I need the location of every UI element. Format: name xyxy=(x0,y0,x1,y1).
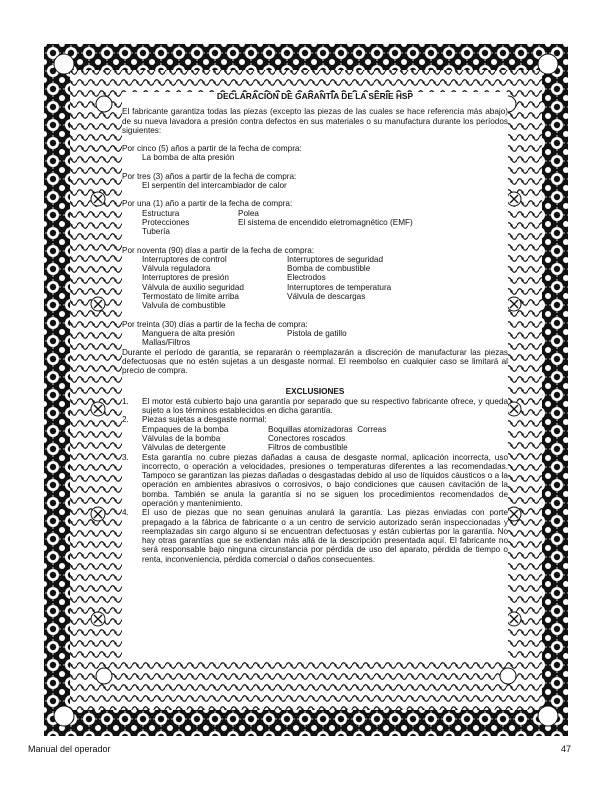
list-item: Válvula reguladora xyxy=(142,264,211,274)
list-item: Boquillas atomizadoras Correas xyxy=(268,424,387,434)
five-year-heading: Por cinco (5) años a partir de la fecha de compra: xyxy=(122,144,302,154)
list-item: Conectores roscados xyxy=(268,433,346,443)
list-item: Válvula de auxilio seguridad xyxy=(142,282,244,292)
list-item: El sistema de encendido eletromagnético (EMF) xyxy=(238,217,413,227)
list-item: Estructura xyxy=(142,208,180,218)
exclusion-item-2: 2. Piezas sujetas a desgaste normal: Empaques de la bomba Boquillas atomizadoras Correas Válvulas de la bomba Conectores roscados Válvulas de detergente Filtros de combustible xyxy=(122,415,387,453)
list-item: Protecciones xyxy=(142,217,190,227)
list-item: Interruptores de presión xyxy=(142,273,229,283)
exclusion-item-3: 3. Esta garantía no cubre piezas dañadas a causa de desgaste normal, aplicación incorrecta, uso incorrecto, o operación a velocidades, presiones o temperaturas diferentes a las recomendadas. Tampoco se garantizan las piezas dañadas o desgastadas debido al uso de líquidos cáusticos o a la operación en ambientes abrasivos o corrosivos, o bajo condiciones que causen cavitación de la bomba. También se anula la garantía si no se siguen los procedimientos recomendados de operación y mantenimiento. xyxy=(122,452,508,508)
three-year-item: El serpentín del intercambiador de calor xyxy=(142,181,287,191)
warranty-content xyxy=(122,92,508,662)
list-item: Polea xyxy=(238,208,259,218)
page-number: 47 xyxy=(561,744,572,754)
wear-heading: Piezas sujetas a desgaste normal: xyxy=(142,415,267,425)
thirty-day-heading: Por treinta (30) días a partir de la fecha de compra: xyxy=(122,319,308,329)
five-year-item: La bomba de alta presión xyxy=(142,153,235,163)
list-item: Tubería xyxy=(142,227,170,237)
list-item: Termostato de límite arriba xyxy=(142,292,239,302)
list-item: Válvulas de detergente xyxy=(142,443,226,453)
list-item: Manguera de alta presión xyxy=(142,328,235,338)
exclusion-item-1: 1. El motor está cubierto bajo una garantía por separado que su respectivo fabricante ofrece, y queda sujeto a los términos establecidos en dicha garantía. xyxy=(122,396,508,416)
list-item: Interruptores de control xyxy=(142,254,227,264)
list-item: Interruptores de seguridad xyxy=(287,254,384,264)
ninety-day-heading: Por noventa (90) días a partir de la fecha de compra: xyxy=(122,245,315,255)
list-item: Filtros de combustible xyxy=(268,443,348,453)
list-item: Electrodos xyxy=(287,273,326,283)
exclusion-item-4: 4. El uso de piezas que no sean genuinas anulará la garantía. Las piezas enviadas con porte prepagado a la fábrica de fabricante o a un centro de servicio autorizado serán inspeccionadas y reemplazadas sin cargo alguno si se encuentran defectuosas y están cubiertas por la garantía. No hay otras garantías que se extiendan más allá de la descripción presentada aquí. El fabricante no será responsable bajo ninguna circunstancia por pérdida de uso del aparato, pérdida de tiempo o renta, inconveniencia, pérdida comercial o daños consecuentes. xyxy=(122,508,508,564)
list-item: Mallas/Filtros xyxy=(142,338,191,348)
list-item: Pistola de gatillo xyxy=(287,328,347,338)
closing-paragraph: Durante el período de garantía, se repararán o reemplazarán a discreción de manufacturar las piezas defectuosas que no estén sujetas a un desgaste normal. El reembolso en cualquier caso se limitará al precio de compra. xyxy=(122,347,508,376)
list-item: Bomba de combustible xyxy=(287,264,371,274)
list-item: Empaques de la bomba xyxy=(142,424,229,434)
list-item: Válvulas de la bomba xyxy=(142,433,221,443)
intro-paragraph: El fabricante garantiza todas las piezas (excepto las piezas de las cuales se hace referencia más abajo) de su nueva lavadora a presión contra defectos en sus materiales o su manufactura durante los períodos siguientes: xyxy=(122,107,508,135)
list-item: Valvula de combustible xyxy=(142,301,226,311)
footer-manual-title: Manual del operador xyxy=(28,744,111,754)
list-item: Válvula de descargas xyxy=(287,292,366,302)
one-year-heading: Por una (1) año a partir de la fecha de compra: xyxy=(122,199,293,209)
exclusions-title: EXCLUSIONES xyxy=(285,387,345,397)
warranty-title: DECLARACIÓN DE GARANTÍA DE LA SERIE HSP xyxy=(216,91,414,101)
three-year-heading: Por tres (3) años a partir de la fecha de compra: xyxy=(122,171,297,181)
list-item: Interruptores de temperatura xyxy=(287,282,392,292)
